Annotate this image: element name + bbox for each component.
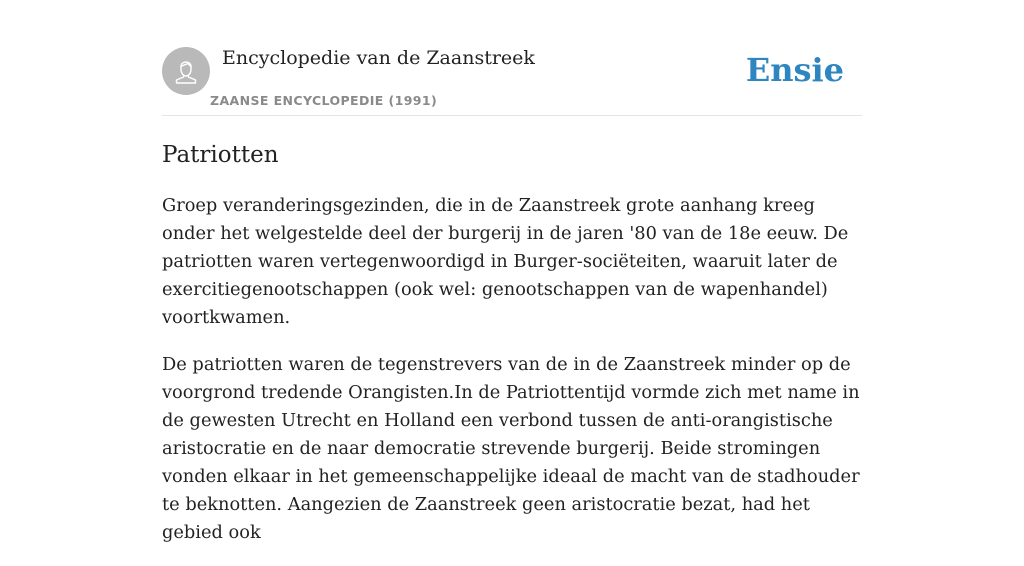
- article-paragraph: Groep veranderingsgezinden, die in de Zaanstreek grote aanhang kreeg onder het welgestelde deel der burgerij in de jaren '80 van de 18e eeuw. De patriotten waren vertegenwoordigd in Burger-sociëteiten, waaruit later de exercitiegenootschappen (ook wel: genootschappen van de wapenhandel) voortkwamen.: [162, 195, 849, 328]
- ensie-logo[interactable]: Ensie: [745, 51, 844, 89]
- article-container: [162, 0, 862, 543]
- article-headword: Patriotten: [162, 142, 279, 168]
- article-body: [162, 192, 862, 566]
- user-silhouette-icon: [162, 47, 210, 95]
- source-title[interactable]: Encyclopedie van de Zaanstreek: [222, 47, 535, 69]
- source-header: [162, 0, 862, 116]
- source-subtitle[interactable]: ZAANSE ENCYCLOPEDIE (1991): [210, 93, 438, 108]
- article-paragraph: De patriotten waren de tegenstrevers van de in de Zaanstreek minder op de voorgrond tredende Orangisten.In de Patriottentijd vormde zich met name in de gewesten Utrecht en Holland een verbond tussen de anti-orangistische aristocratie en de naar democratie strevende burgerij. Beide stromingen vonden elkaar in het gemeenschappelijke ideaal de macht van de stadhouder te beknotten. Aangezien de Zaanstreek geen aristocratie bezat, had het gebied ook: [162, 354, 860, 543]
- source-avatar[interactable]: [162, 47, 210, 95]
